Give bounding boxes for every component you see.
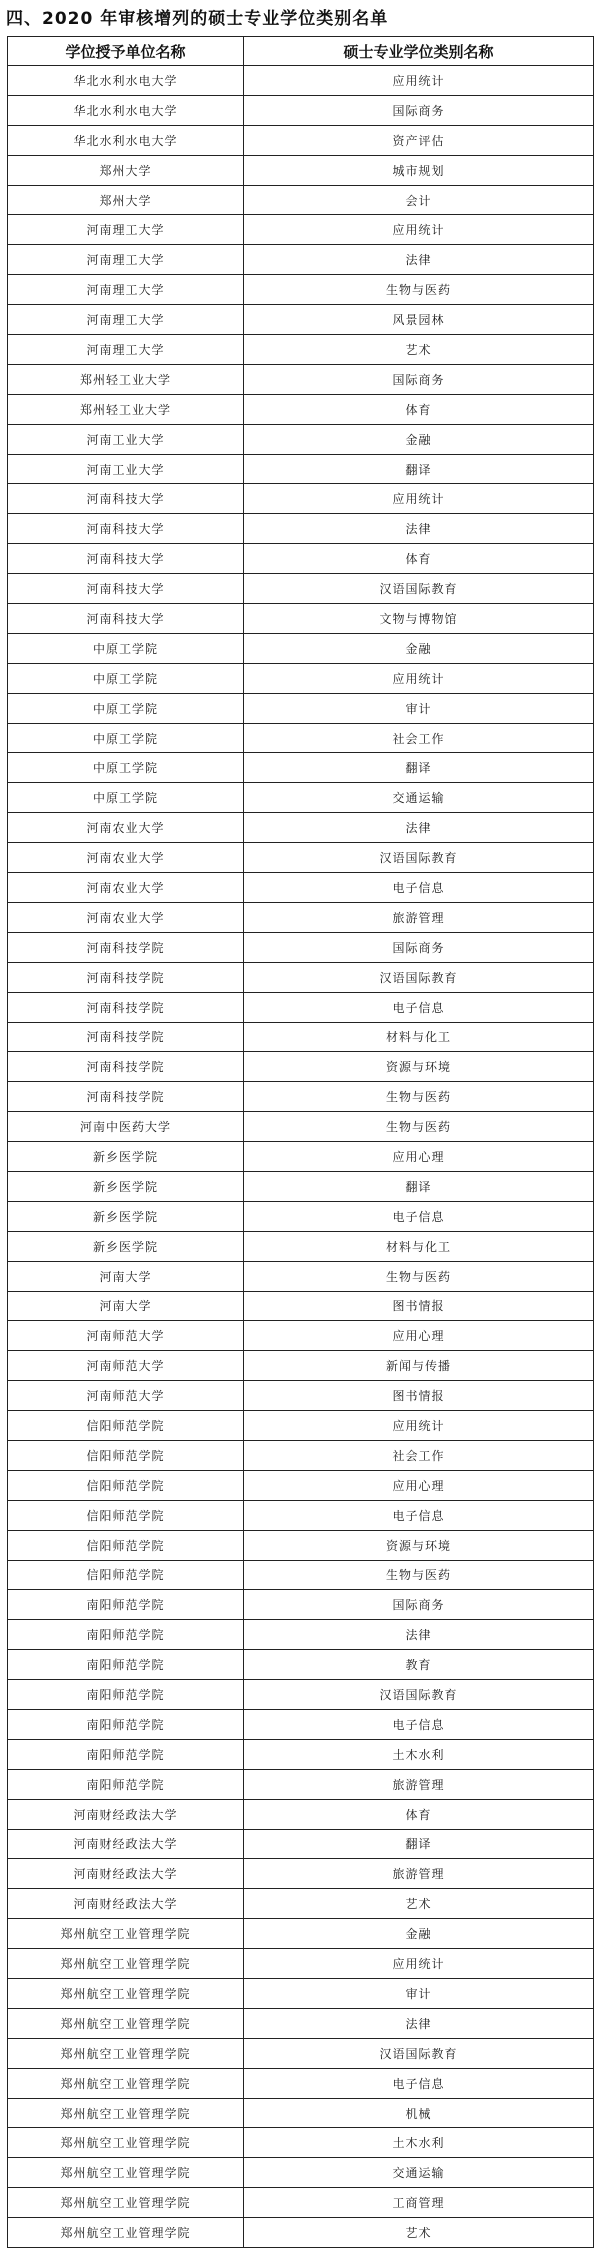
table-row	[8, 335, 594, 365]
table-row	[8, 305, 594, 335]
degree-category-cell: 艺术	[244, 335, 594, 365]
institution-cell: 中原工学院	[8, 633, 244, 663]
degree-category-cell: 应用心理	[244, 1142, 594, 1172]
degree-category-cell: 国际商务	[244, 364, 594, 394]
degree-category-cell: 生物与医药	[244, 1560, 594, 1590]
table-row	[8, 1769, 594, 1799]
table-row	[8, 2128, 594, 2158]
degree-list-table	[7, 36, 594, 2248]
institution-cell: 河南科技大学	[8, 574, 244, 604]
degree-category-cell: 电子信息	[244, 2068, 594, 2098]
degree-category-cell: 风景园林	[244, 305, 594, 335]
degree-category-cell: 工商管理	[244, 2188, 594, 2218]
table-row	[8, 873, 594, 903]
institution-cell: 河南理工大学	[8, 245, 244, 275]
table-row	[8, 544, 594, 574]
table-row	[8, 1381, 594, 1411]
table-row	[8, 1859, 594, 1889]
degree-category-cell: 审计	[244, 1979, 594, 2009]
degree-category-cell: 汉语国际教育	[244, 962, 594, 992]
degree-category-cell: 应用心理	[244, 1321, 594, 1351]
degree-category-cell: 国际商务	[244, 1590, 594, 1620]
institution-cell: 河南师范大学	[8, 1381, 244, 1411]
header-row	[8, 37, 594, 66]
degree-category-cell: 翻译	[244, 1171, 594, 1201]
institution-cell: 信阳师范学院	[8, 1411, 244, 1441]
table-row	[8, 1530, 594, 1560]
table-row	[8, 2038, 594, 2068]
institution-cell: 南阳师范学院	[8, 1620, 244, 1650]
degree-category-cell: 体育	[244, 394, 594, 424]
degree-category-cell: 会计	[244, 185, 594, 215]
degree-category-cell: 艺术	[244, 1889, 594, 1919]
institution-cell: 河南理工大学	[8, 335, 244, 365]
institution-cell: 郑州航空工业管理学院	[8, 1949, 244, 1979]
institution-cell: 郑州航空工业管理学院	[8, 2158, 244, 2188]
degree-category-cell: 城市规划	[244, 155, 594, 185]
institution-cell: 郑州航空工业管理学院	[8, 2098, 244, 2128]
institution-cell: 新乡医学院	[8, 1171, 244, 1201]
degree-category-cell: 法律	[244, 245, 594, 275]
institution-cell: 南阳师范学院	[8, 1680, 244, 1710]
table-row	[8, 1560, 594, 1590]
institution-cell: 河南工业大学	[8, 424, 244, 454]
degree-category-cell: 资源与环境	[244, 1530, 594, 1560]
degree-category-cell: 翻译	[244, 753, 594, 783]
table-row	[8, 1440, 594, 1470]
institution-cell: 郑州航空工业管理学院	[8, 2038, 244, 2068]
degree-category-cell: 金融	[244, 1919, 594, 1949]
table-row	[8, 604, 594, 634]
degree-category-cell: 交通运输	[244, 2158, 594, 2188]
institution-cell: 河南农业大学	[8, 873, 244, 903]
degree-category-cell: 土木水利	[244, 2128, 594, 2158]
institution-cell: 河南理工大学	[8, 215, 244, 245]
table-row	[8, 1052, 594, 1082]
degree-category-cell: 图书情报	[244, 1381, 594, 1411]
degree-category-cell: 法律	[244, 1620, 594, 1650]
table-row	[8, 1620, 594, 1650]
table-row	[8, 66, 594, 96]
table-row	[8, 992, 594, 1022]
table-row	[8, 95, 594, 125]
table-row	[8, 663, 594, 693]
table-row	[8, 574, 594, 604]
table-row	[8, 1321, 594, 1351]
institution-cell: 河南农业大学	[8, 902, 244, 932]
degree-category-cell: 交通运输	[244, 783, 594, 813]
degree-category-cell: 社会工作	[244, 723, 594, 753]
table-row	[8, 1889, 594, 1919]
degree-category-cell: 应用统计	[244, 215, 594, 245]
degree-category-cell: 图书情报	[244, 1291, 594, 1321]
table-row	[8, 1171, 594, 1201]
table-row	[8, 1709, 594, 1739]
table-row	[8, 813, 594, 843]
degree-category-cell: 新闻与传播	[244, 1351, 594, 1381]
table-row	[8, 723, 594, 753]
degree-category-cell: 土木水利	[244, 1739, 594, 1769]
degree-category-cell: 资源与环境	[244, 1052, 594, 1082]
institution-cell: 新乡医学院	[8, 1142, 244, 1172]
institution-cell: 郑州航空工业管理学院	[8, 2068, 244, 2098]
institution-cell: 郑州轻工业大学	[8, 394, 244, 424]
degree-category-cell: 社会工作	[244, 1440, 594, 1470]
table-row	[8, 1979, 594, 2009]
institution-cell: 河南农业大学	[8, 843, 244, 873]
institution-cell: 河南财经政法大学	[8, 1799, 244, 1829]
institution-cell: 河南科技学院	[8, 1022, 244, 1052]
degree-category-cell: 电子信息	[244, 1709, 594, 1739]
table-row	[8, 843, 594, 873]
degree-category-cell: 文物与博物馆	[244, 604, 594, 634]
institution-cell: 新乡医学院	[8, 1201, 244, 1231]
table-row	[8, 1351, 594, 1381]
table-row	[8, 424, 594, 454]
institution-cell: 信阳师范学院	[8, 1440, 244, 1470]
institution-cell: 郑州航空工业管理学院	[8, 1919, 244, 1949]
degree-category-cell: 汉语国际教育	[244, 2038, 594, 2068]
institution-cell: 华北水利水电大学	[8, 66, 244, 96]
degree-category-cell: 生物与医药	[244, 275, 594, 305]
institution-cell: 南阳师范学院	[8, 1769, 244, 1799]
table-row	[8, 783, 594, 813]
table-row	[8, 2218, 594, 2248]
institution-cell: 河南科技大学	[8, 484, 244, 514]
table-row	[8, 1590, 594, 1620]
degree-category-cell: 法律	[244, 813, 594, 843]
degree-category-cell: 生物与医药	[244, 1261, 594, 1291]
institution-cell: 河南中医药大学	[8, 1112, 244, 1142]
table-row	[8, 484, 594, 514]
table-row	[8, 1500, 594, 1530]
degree-category-cell: 教育	[244, 1650, 594, 1680]
institution-cell: 新乡医学院	[8, 1231, 244, 1261]
table-row	[8, 1142, 594, 1172]
degree-category-cell: 生物与医药	[244, 1112, 594, 1142]
degree-category-cell: 艺术	[244, 2218, 594, 2248]
degree-category-cell: 法律	[244, 2008, 594, 2038]
degree-category-cell: 国际商务	[244, 95, 594, 125]
institution-cell: 南阳师范学院	[8, 1650, 244, 1680]
table-row	[8, 215, 594, 245]
degree-category-cell: 翻译	[244, 454, 594, 484]
institution-cell: 信阳师范学院	[8, 1530, 244, 1560]
table-row	[8, 1231, 594, 1261]
institution-cell: 河南科技大学	[8, 604, 244, 634]
table-row	[8, 2188, 594, 2218]
institution-cell: 华北水利水电大学	[8, 125, 244, 155]
degree-category-cell: 电子信息	[244, 1500, 594, 1530]
table-header	[8, 37, 594, 66]
institution-cell: 信阳师范学院	[8, 1560, 244, 1590]
institution-cell: 南阳师范学院	[8, 1739, 244, 1769]
table-row	[8, 1411, 594, 1441]
institution-cell: 河南科技学院	[8, 962, 244, 992]
table-row	[8, 275, 594, 305]
institution-cell: 郑州大学	[8, 185, 244, 215]
degree-category-cell: 材料与化工	[244, 1022, 594, 1052]
institution-cell: 郑州航空工业管理学院	[8, 2008, 244, 2038]
institution-cell: 河南财经政法大学	[8, 1889, 244, 1919]
table-row	[8, 962, 594, 992]
institution-cell: 河南科技学院	[8, 932, 244, 962]
degree-category-cell: 翻译	[244, 1829, 594, 1859]
institution-cell: 中原工学院	[8, 753, 244, 783]
table-row	[8, 1261, 594, 1291]
institution-cell: 河南大学	[8, 1261, 244, 1291]
degree-category-cell: 应用统计	[244, 1411, 594, 1441]
degree-category-cell: 生物与医药	[244, 1082, 594, 1112]
table-row	[8, 1112, 594, 1142]
institution-cell: 河南科技学院	[8, 1082, 244, 1112]
degree-category-cell: 体育	[244, 1799, 594, 1829]
table-row	[8, 1201, 594, 1231]
table-row	[8, 1829, 594, 1859]
institution-cell: 河南师范大学	[8, 1321, 244, 1351]
table-body	[8, 66, 594, 2248]
degree-category-cell: 机械	[244, 2098, 594, 2128]
degree-category-cell: 应用统计	[244, 66, 594, 96]
table-row	[8, 1949, 594, 1979]
degree-category-cell: 金融	[244, 424, 594, 454]
table-row	[8, 2008, 594, 2038]
institution-cell: 信阳师范学院	[8, 1470, 244, 1500]
degree-category-cell: 电子信息	[244, 992, 594, 1022]
table-row	[8, 454, 594, 484]
institution-cell: 河南理工大学	[8, 275, 244, 305]
institution-cell: 郑州轻工业大学	[8, 364, 244, 394]
institution-cell: 中原工学院	[8, 783, 244, 813]
degree-category-cell: 旅游管理	[244, 1769, 594, 1799]
degree-category-cell: 应用统计	[244, 1949, 594, 1979]
header-institution: 学位授予单位名称	[8, 37, 244, 66]
degree-category-cell: 资产评估	[244, 125, 594, 155]
table-row	[8, 125, 594, 155]
table-row	[8, 753, 594, 783]
table-row	[8, 245, 594, 275]
table-row	[8, 1919, 594, 1949]
table-row	[8, 155, 594, 185]
table-row	[8, 364, 594, 394]
institution-cell: 河南理工大学	[8, 305, 244, 335]
degree-category-cell: 审计	[244, 693, 594, 723]
institution-cell: 郑州航空工业管理学院	[8, 2218, 244, 2248]
page-title: 四、2020 年审核增列的硕士专业学位类别名单	[6, 9, 389, 29]
institution-cell: 郑州航空工业管理学院	[8, 2188, 244, 2218]
institution-cell: 河南工业大学	[8, 454, 244, 484]
table-row	[8, 1650, 594, 1680]
degree-category-cell: 旅游管理	[244, 1859, 594, 1889]
table-row	[8, 2098, 594, 2128]
table-row	[8, 902, 594, 932]
institution-cell: 河南科技学院	[8, 1052, 244, 1082]
institution-cell: 河南财经政法大学	[8, 1829, 244, 1859]
degree-category-cell: 材料与化工	[244, 1231, 594, 1261]
table-row	[8, 633, 594, 663]
table-row	[8, 1022, 594, 1052]
institution-cell: 河南科技大学	[8, 514, 244, 544]
institution-cell: 中原工学院	[8, 663, 244, 693]
degree-category-cell: 体育	[244, 544, 594, 574]
degree-category-cell: 旅游管理	[244, 902, 594, 932]
table-row	[8, 1739, 594, 1769]
table-row	[8, 1470, 594, 1500]
degree-category-cell: 电子信息	[244, 873, 594, 903]
institution-cell: 郑州大学	[8, 155, 244, 185]
degree-category-cell: 法律	[244, 514, 594, 544]
institution-cell: 郑州航空工业管理学院	[8, 2128, 244, 2158]
table-row	[8, 1680, 594, 1710]
table-row	[8, 2158, 594, 2188]
degree-category-cell: 电子信息	[244, 1201, 594, 1231]
institution-cell: 中原工学院	[8, 693, 244, 723]
table-row	[8, 514, 594, 544]
table-row	[8, 932, 594, 962]
institution-cell: 河南大学	[8, 1291, 244, 1321]
degree-category-cell: 汉语国际教育	[244, 1680, 594, 1710]
degree-category-cell: 汉语国际教育	[244, 843, 594, 873]
degree-category-cell: 应用统计	[244, 484, 594, 514]
table-row	[8, 1082, 594, 1112]
degree-category-cell: 汉语国际教育	[244, 574, 594, 604]
table-row	[8, 394, 594, 424]
institution-cell: 南阳师范学院	[8, 1590, 244, 1620]
degree-category-cell: 应用统计	[244, 663, 594, 693]
degree-category-cell: 金融	[244, 633, 594, 663]
table-row	[8, 1291, 594, 1321]
degree-category-cell: 国际商务	[244, 932, 594, 962]
table-row	[8, 693, 594, 723]
institution-cell: 郑州航空工业管理学院	[8, 1979, 244, 2009]
header-degree-category: 硕士专业学位类别名称	[244, 37, 594, 66]
institution-cell: 南阳师范学院	[8, 1709, 244, 1739]
institution-cell: 河南科技学院	[8, 992, 244, 1022]
institution-cell: 河南科技大学	[8, 544, 244, 574]
institution-cell: 河南农业大学	[8, 813, 244, 843]
table-row	[8, 185, 594, 215]
institution-cell: 信阳师范学院	[8, 1500, 244, 1530]
institution-cell: 华北水利水电大学	[8, 95, 244, 125]
institution-cell: 河南财经政法大学	[8, 1859, 244, 1889]
table-row	[8, 1799, 594, 1829]
table-row	[8, 2068, 594, 2098]
institution-cell: 河南师范大学	[8, 1351, 244, 1381]
institution-cell: 中原工学院	[8, 723, 244, 753]
degree-category-cell: 应用心理	[244, 1470, 594, 1500]
